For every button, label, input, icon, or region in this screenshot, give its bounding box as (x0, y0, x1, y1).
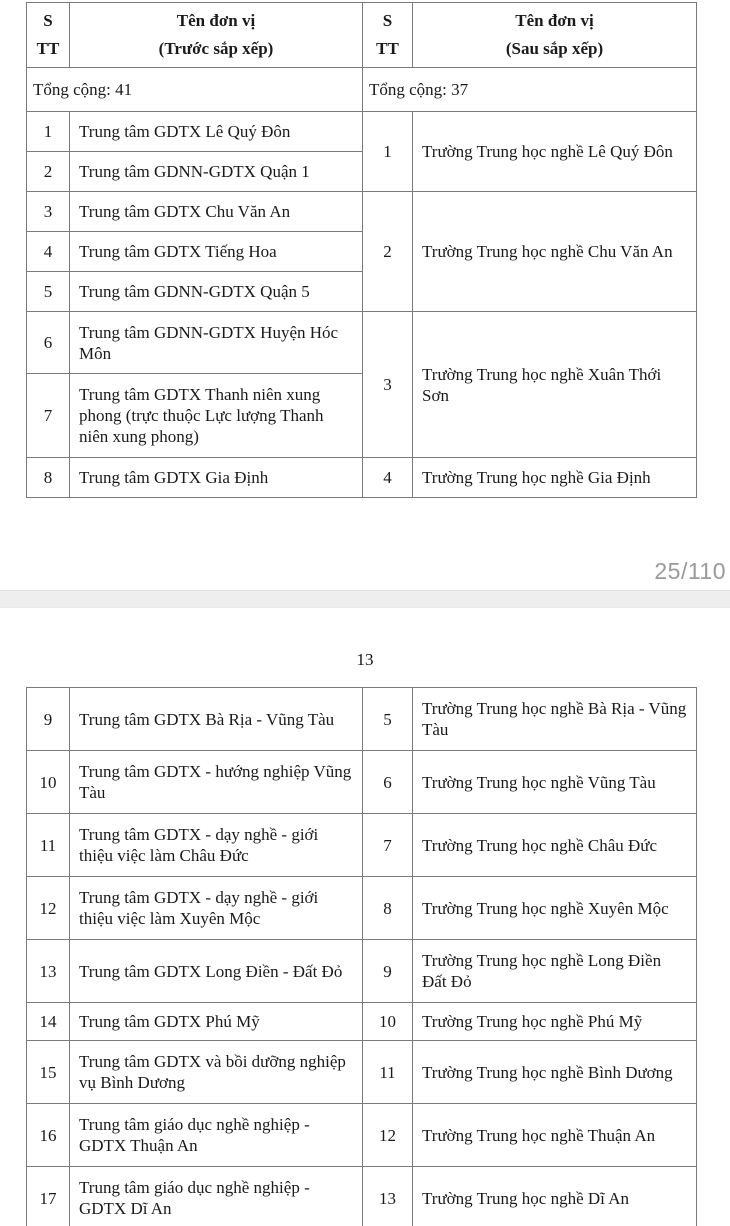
table-row: 14 Trung tâm GDTX Phú Mỹ 10 Trường Trung học nghề Phú Mỹ (27, 1003, 697, 1041)
header-name-after: Tên đơn vị (Sau sắp xếp) (413, 3, 697, 68)
table-row: 4 Trung tâm GDTX Tiếng Hoa (27, 232, 697, 272)
reorganization-table-bottom (26, 687, 697, 1226)
table-row: 1 Trung tâm GDTX Lê Quý Đôn 1 Trường Trung học nghề Lê Quý Đôn (27, 112, 697, 152)
total-before: Tổng cộng: 41 (27, 68, 363, 112)
table-row: 13 Trung tâm GDTX Long Điền - Đất Đỏ 9 Trường Trung học nghề Long Điền Đất Đỏ (27, 940, 697, 1003)
table-row: 7 Trung tâm GDTX Thanh niên xung phong (trực thuộc Lực lượng Thanh niên xung phong) (27, 374, 697, 458)
header-stt-before: S TT (27, 3, 70, 68)
table-row: 15 Trung tâm GDTX và bồi dưỡng nghiệp vụ Bình Dương 11 Trường Trung học nghề Bình Dương (27, 1041, 697, 1104)
table-row: 10 Trung tâm GDTX - hướng nghiệp Vũng Tàu 6 Trường Trung học nghề Vũng Tàu (27, 751, 697, 814)
table-row: 16 Trung tâm giáo dục nghề nghiệp - GDTX Thuận An 12 Trường Trung học nghề Thuận An (27, 1104, 697, 1167)
reorganization-table-top (26, 2, 697, 498)
table-row: 2 Trung tâm GDNN-GDTX Quận 1 (27, 152, 697, 192)
table-row: 11 Trung tâm GDTX - dạy nghề - giới thiệu việc làm Châu Đức 7 Trường Trung học nghề Châu Đức (27, 814, 697, 877)
table-row: 12 Trung tâm GDTX - dạy nghề - giới thiệu việc làm Xuyên Mộc 8 Trường Trung học nghề Xuyên Mộc (27, 877, 697, 940)
page-number: 13 (356, 650, 374, 669)
page-counter: 25/110 (654, 558, 726, 584)
totals-row (27, 68, 697, 112)
table-header-row (27, 3, 697, 68)
table-row: 8 Trung tâm GDTX Gia Định 4 Trường Trung học nghề Gia Định (27, 458, 697, 498)
table-row: 9 Trung tâm GDTX Bà Rịa - Vũng Tàu 5 Trường Trung học nghề Bà Rịa - Vũng Tàu (27, 688, 697, 751)
document-page-top (0, 0, 730, 590)
table-row: 3 Trung tâm GDTX Chu Văn An 2 Trường Trung học nghề Chu Văn An (27, 192, 697, 232)
total-after: Tổng cộng: 37 (363, 68, 697, 112)
table-row: 5 Trung tâm GDNN-GDTX Quận 5 (27, 272, 697, 312)
table-row: 6 Trung tâm GDNN-GDTX Huyện Hóc Môn 3 Trường Trung học nghề Xuân Thới Sơn (27, 312, 697, 374)
header-name-before: Tên đơn vị (Trước sắp xếp) (70, 3, 363, 68)
header-stt-after: S TT (363, 3, 413, 68)
page-divider (0, 590, 730, 608)
table-row: 17 Trung tâm giáo dục nghề nghiệp - GDTX Dĩ An 13 Trường Trung học nghề Dĩ An (27, 1167, 697, 1226)
